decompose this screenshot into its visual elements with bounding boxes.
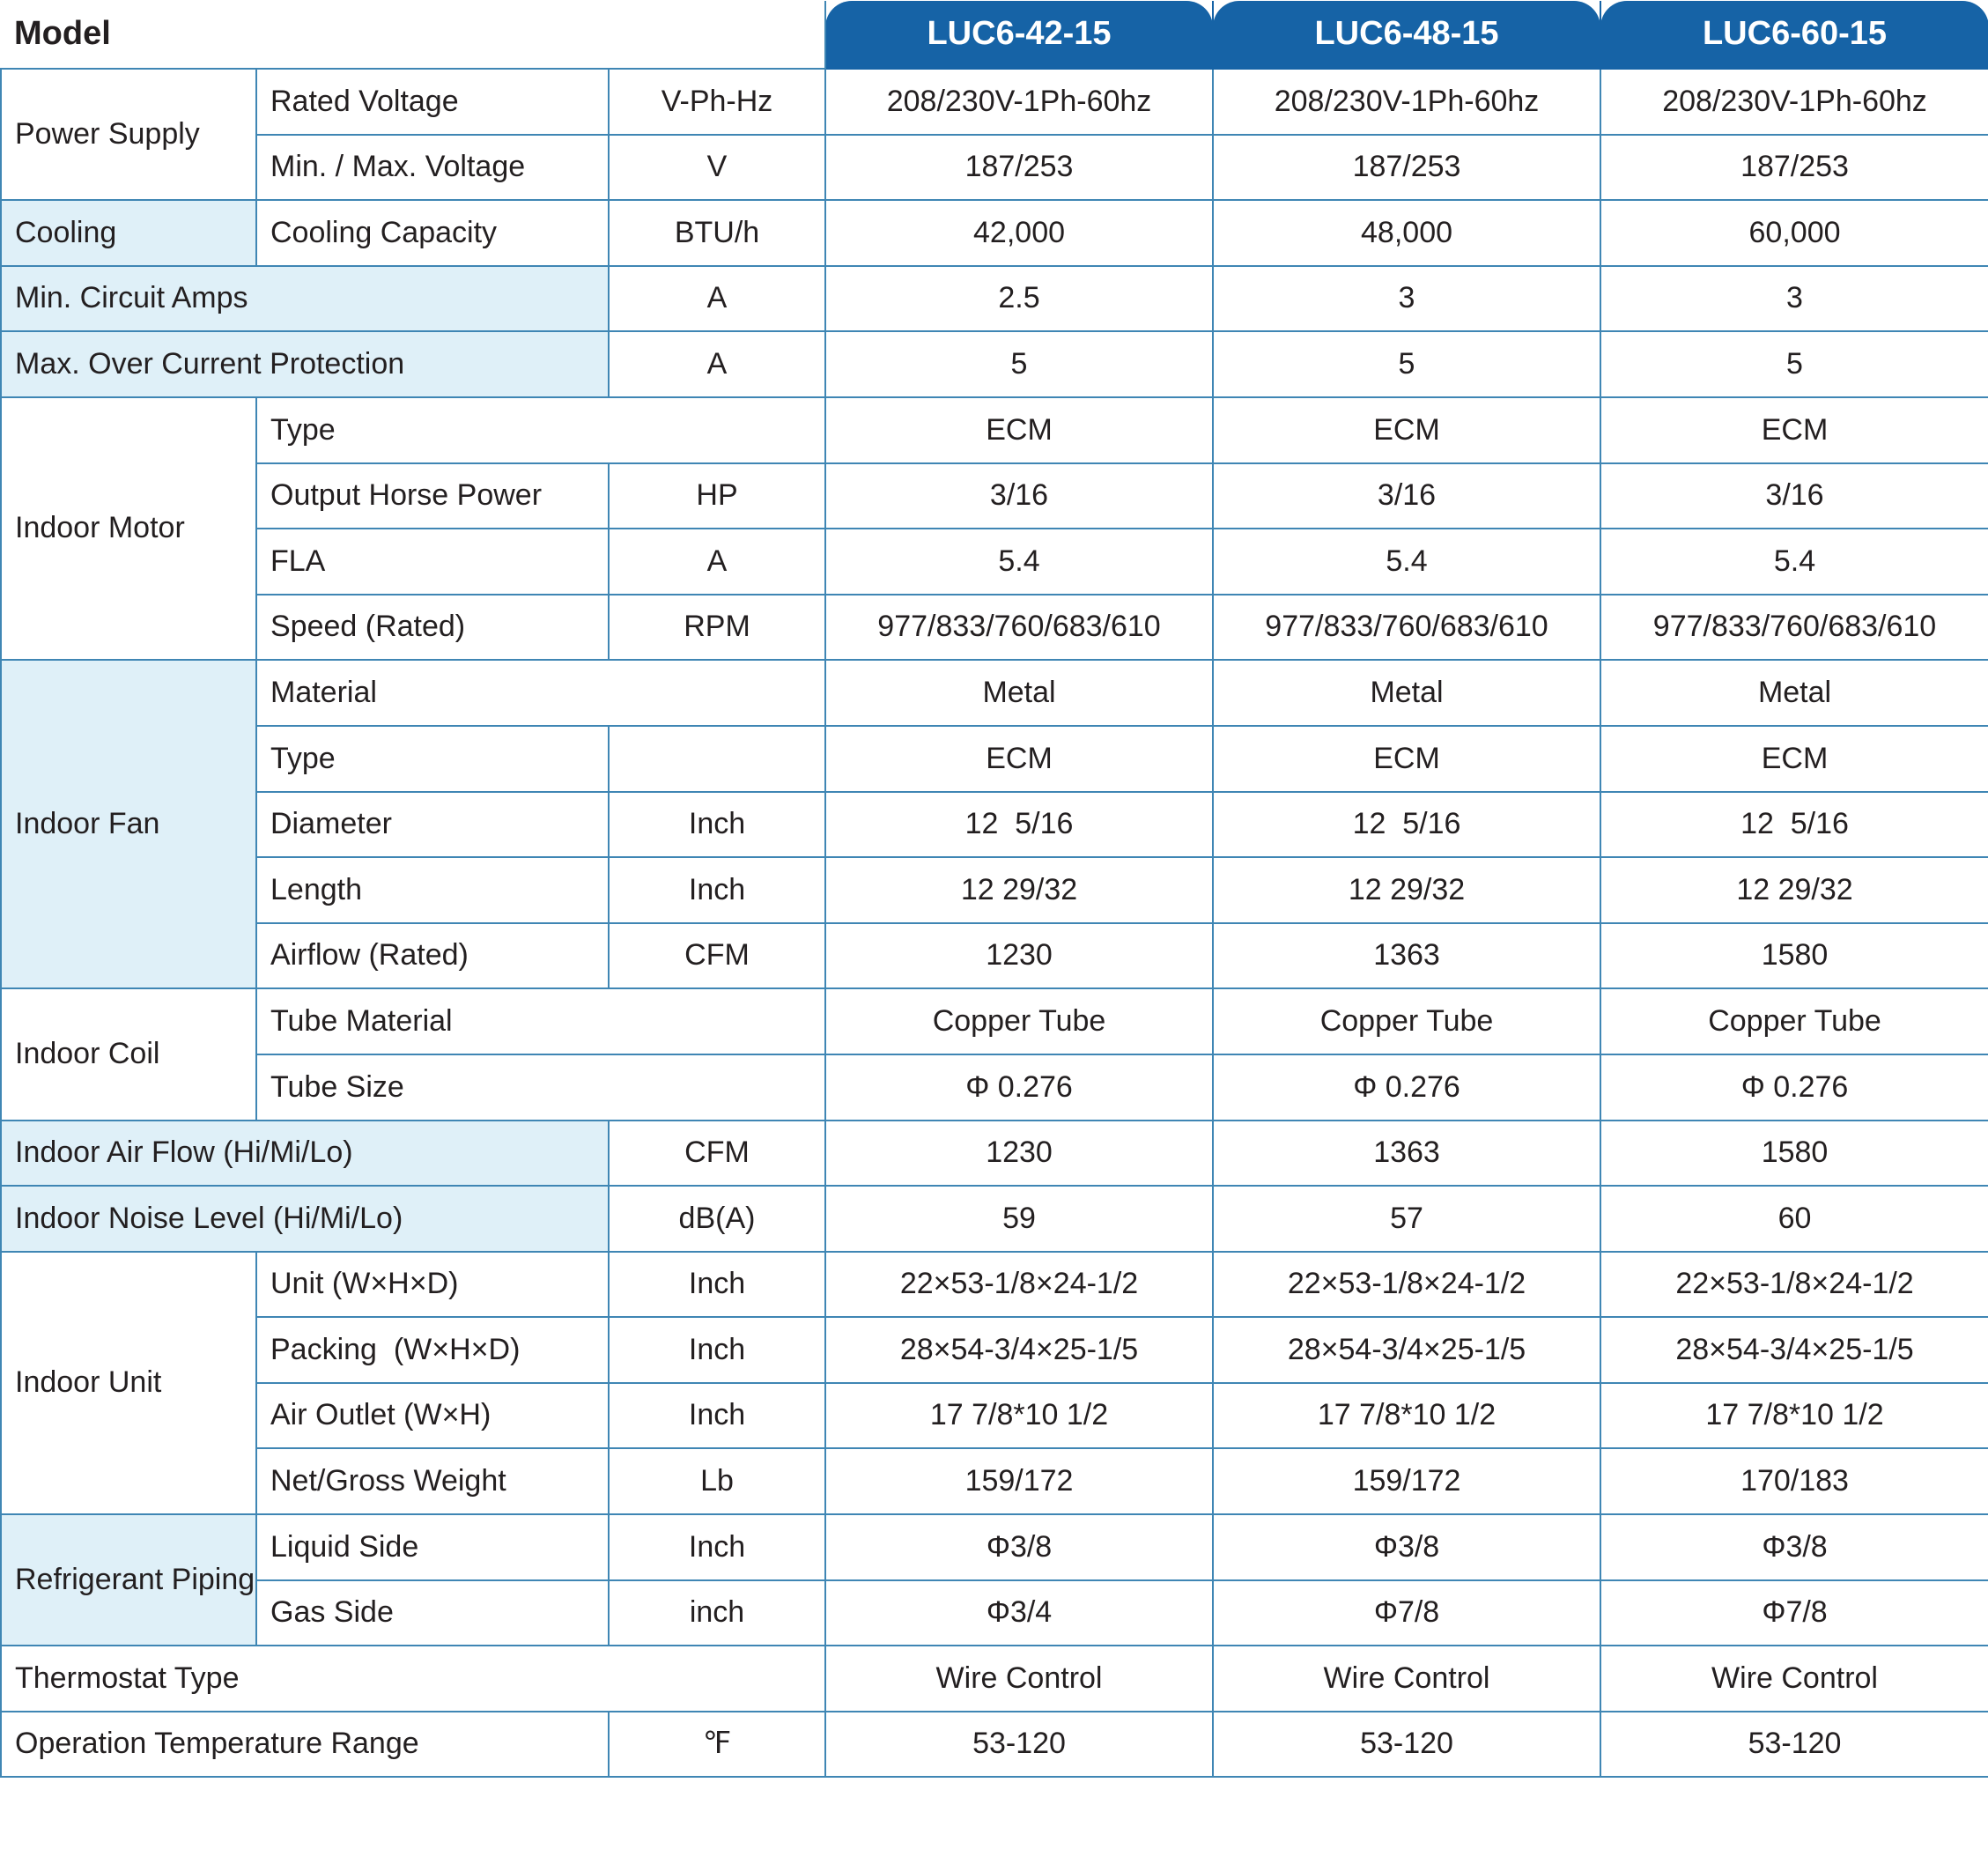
unit-cell: CFM [609, 923, 825, 989]
unit-cell: Inch [609, 1514, 825, 1580]
value-cell: 22×53-1/8×24-1/2 [1213, 1252, 1600, 1318]
value-cell: 977/833/760/683/610 [1600, 595, 1988, 661]
spec-table [0, 1, 1988, 1778]
value-cell: 5.4 [1600, 529, 1988, 595]
value-cell: 59 [825, 1186, 1213, 1252]
value-cell: 159/172 [825, 1448, 1213, 1514]
value-cell: ECM [1600, 726, 1988, 792]
row-label: Max. Over Current Protection [1, 331, 609, 397]
value-cell: Metal [1600, 660, 1988, 726]
value-cell: 28×54-3/4×25-1/5 [1213, 1317, 1600, 1383]
row-label: FLA [256, 529, 609, 595]
unit-cell: V-Ph-Hz [609, 69, 825, 135]
row-label: Indoor Noise Level (Hi/Mi/Lo) [1, 1186, 609, 1252]
table-row [1, 1383, 1988, 1449]
value-cell: 12 5/16 [825, 792, 1213, 858]
value-cell: Metal [1213, 660, 1600, 726]
row-label: Net/Gross Weight [256, 1448, 609, 1514]
value-cell: ECM [1600, 397, 1988, 463]
value-cell: 1580 [1600, 1121, 1988, 1187]
table-row [1, 1448, 1988, 1514]
unit-cell: Inch [609, 792, 825, 858]
value-cell: Copper Tube [1213, 988, 1600, 1054]
value-cell: 3/16 [825, 463, 1213, 529]
table-row [1, 1317, 1988, 1383]
unit-cell: Inch [609, 1383, 825, 1449]
value-cell: 28×54-3/4×25-1/5 [825, 1317, 1213, 1383]
value-cell: 57 [1213, 1186, 1600, 1252]
value-cell: Φ3/4 [825, 1580, 1213, 1646]
table-row [1, 792, 1988, 858]
value-cell: Φ7/8 [1600, 1580, 1988, 1646]
value-cell: 60 [1600, 1186, 1988, 1252]
table-row [1, 69, 1988, 135]
value-cell: Wire Control [1600, 1646, 1988, 1712]
table-row [1, 1054, 1988, 1121]
table-row [1, 463, 1988, 529]
value-cell: ECM [1213, 726, 1600, 792]
value-cell: 5 [1213, 331, 1600, 397]
value-cell: 208/230V-1Ph-60hz [1213, 69, 1600, 135]
table-row [1, 857, 1988, 923]
value-cell: 208/230V-1Ph-60hz [1600, 69, 1988, 135]
model-label: Model [1, 1, 825, 69]
value-cell: 187/253 [825, 135, 1213, 201]
row-label: Type [256, 726, 609, 792]
value-cell: Copper Tube [1600, 988, 1988, 1054]
value-cell: 60,000 [1600, 200, 1988, 266]
row-label: Speed (Rated) [256, 595, 609, 661]
table-row [1, 200, 1988, 266]
value-cell: Φ 0.276 [1600, 1054, 1988, 1121]
value-cell: 187/253 [1600, 135, 1988, 201]
unit-cell: V [609, 135, 825, 201]
value-cell: 12 29/32 [825, 857, 1213, 923]
value-cell: 5 [825, 331, 1213, 397]
table-row [1, 529, 1988, 595]
unit-cell: BTU/h [609, 200, 825, 266]
unit-cell: HP [609, 463, 825, 529]
value-cell: Φ 0.276 [1213, 1054, 1600, 1121]
value-cell: 17 7/8*10 1/2 [1600, 1383, 1988, 1449]
value-cell: ECM [825, 726, 1213, 792]
value-cell: 187/253 [1213, 135, 1600, 201]
value-cell: Φ3/8 [1600, 1514, 1988, 1580]
group-label: Indoor Unit [1, 1252, 256, 1514]
row-label: Liquid Side [256, 1514, 609, 1580]
row-label: Length [256, 857, 609, 923]
row-label: Operation Temperature Range [1, 1712, 609, 1778]
table-row [1, 726, 1988, 792]
value-cell: Φ 0.276 [825, 1054, 1213, 1121]
row-label: Tube Size [256, 1054, 825, 1121]
value-cell: 12 29/32 [1600, 857, 1988, 923]
value-cell: 22×53-1/8×24-1/2 [825, 1252, 1213, 1318]
value-cell: Φ3/8 [825, 1514, 1213, 1580]
model-header: LUC6-48-15 [1213, 1, 1600, 69]
value-cell: 159/172 [1213, 1448, 1600, 1514]
row-label: Min. / Max. Voltage [256, 135, 609, 201]
value-cell: ECM [1213, 397, 1600, 463]
group-label: Indoor Motor [1, 397, 256, 660]
table-row [1, 923, 1988, 989]
value-cell: Metal [825, 660, 1213, 726]
unit-cell [609, 726, 825, 792]
value-cell: 5.4 [1213, 529, 1600, 595]
row-label: Air Outlet (W×H) [256, 1383, 609, 1449]
unit-cell: Inch [609, 857, 825, 923]
unit-cell: A [609, 331, 825, 397]
row-label: Rated Voltage [256, 69, 609, 135]
table-row [1, 1121, 1988, 1187]
value-cell: 28×54-3/4×25-1/5 [1600, 1317, 1988, 1383]
value-cell: 53-120 [1213, 1712, 1600, 1778]
value-cell: 17 7/8*10 1/2 [825, 1383, 1213, 1449]
unit-cell: Inch [609, 1317, 825, 1383]
table-row [1, 1580, 1988, 1646]
unit-cell: inch [609, 1580, 825, 1646]
row-label: Airflow (Rated) [256, 923, 609, 989]
value-cell: 5.4 [825, 529, 1213, 595]
value-cell: 48,000 [1213, 200, 1600, 266]
value-cell: 22×53-1/8×24-1/2 [1600, 1252, 1988, 1318]
table-row [1, 135, 1988, 201]
value-cell: 3 [1213, 266, 1600, 332]
table-row [1, 988, 1988, 1054]
value-cell: 170/183 [1600, 1448, 1988, 1514]
table-row [1, 660, 1988, 726]
value-cell: 2.5 [825, 266, 1213, 332]
table-row [1, 1252, 1988, 1318]
unit-cell: Lb [609, 1448, 825, 1514]
row-label: Tube Material [256, 988, 825, 1054]
group-label: Power Supply [1, 69, 256, 200]
table-row [1, 1646, 1988, 1712]
table-row [1, 595, 1988, 661]
unit-cell: ℉ [609, 1712, 825, 1778]
row-label: Thermostat Type [1, 1646, 825, 1712]
value-cell: 53-120 [825, 1712, 1213, 1778]
row-label: Gas Side [256, 1580, 609, 1646]
value-cell: 977/833/760/683/610 [1213, 595, 1600, 661]
value-cell: 3/16 [1600, 463, 1988, 529]
value-cell: 12 5/16 [1213, 792, 1600, 858]
value-cell: 1363 [1213, 1121, 1600, 1187]
value-cell: 1580 [1600, 923, 1988, 989]
row-label: Diameter [256, 792, 609, 858]
table-row [1, 331, 1988, 397]
header-row [1, 1, 1988, 69]
value-cell: 3 [1600, 266, 1988, 332]
value-cell: ECM [825, 397, 1213, 463]
value-cell: 53-120 [1600, 1712, 1988, 1778]
row-label: Min. Circuit Amps [1, 266, 609, 332]
group-label: Refrigerant Piping [1, 1514, 256, 1646]
value-cell: 208/230V-1Ph-60hz [825, 69, 1213, 135]
row-label: Output Horse Power [256, 463, 609, 529]
value-cell: Φ3/8 [1213, 1514, 1600, 1580]
value-cell: 12 29/32 [1213, 857, 1600, 923]
unit-cell: CFM [609, 1121, 825, 1187]
unit-cell: dB(A) [609, 1186, 825, 1252]
table-row [1, 397, 1988, 463]
value-cell: Wire Control [1213, 1646, 1600, 1712]
row-label: Indoor Air Flow (Hi/Mi/Lo) [1, 1121, 609, 1187]
row-label: Material [256, 660, 825, 726]
row-label: Packing (W×H×D) [256, 1317, 609, 1383]
value-cell: Copper Tube [825, 988, 1213, 1054]
value-cell: Wire Control [825, 1646, 1213, 1712]
table-row [1, 1712, 1988, 1778]
value-cell: 1230 [825, 923, 1213, 989]
group-label: Indoor Coil [1, 988, 256, 1120]
value-cell: Φ7/8 [1213, 1580, 1600, 1646]
table-row [1, 266, 1988, 332]
row-label: Cooling Capacity [256, 200, 609, 266]
unit-cell: A [609, 266, 825, 332]
value-cell: 42,000 [825, 200, 1213, 266]
unit-cell: RPM [609, 595, 825, 661]
model-header: LUC6-42-15 [825, 1, 1213, 69]
value-cell: 977/833/760/683/610 [825, 595, 1213, 661]
group-label: Cooling [1, 200, 256, 266]
value-cell: 17 7/8*10 1/2 [1213, 1383, 1600, 1449]
unit-cell: A [609, 529, 825, 595]
row-label: Unit (W×H×D) [256, 1252, 609, 1318]
unit-cell: Inch [609, 1252, 825, 1318]
value-cell: 1230 [825, 1121, 1213, 1187]
value-cell: 12 5/16 [1600, 792, 1988, 858]
value-cell: 3/16 [1213, 463, 1600, 529]
value-cell: 5 [1600, 331, 1988, 397]
value-cell: 1363 [1213, 923, 1600, 989]
model-header: LUC6-60-15 [1600, 1, 1988, 69]
row-label: Type [256, 397, 825, 463]
table-row [1, 1514, 1988, 1580]
table-row [1, 1186, 1988, 1252]
group-label: Indoor Fan [1, 660, 256, 988]
